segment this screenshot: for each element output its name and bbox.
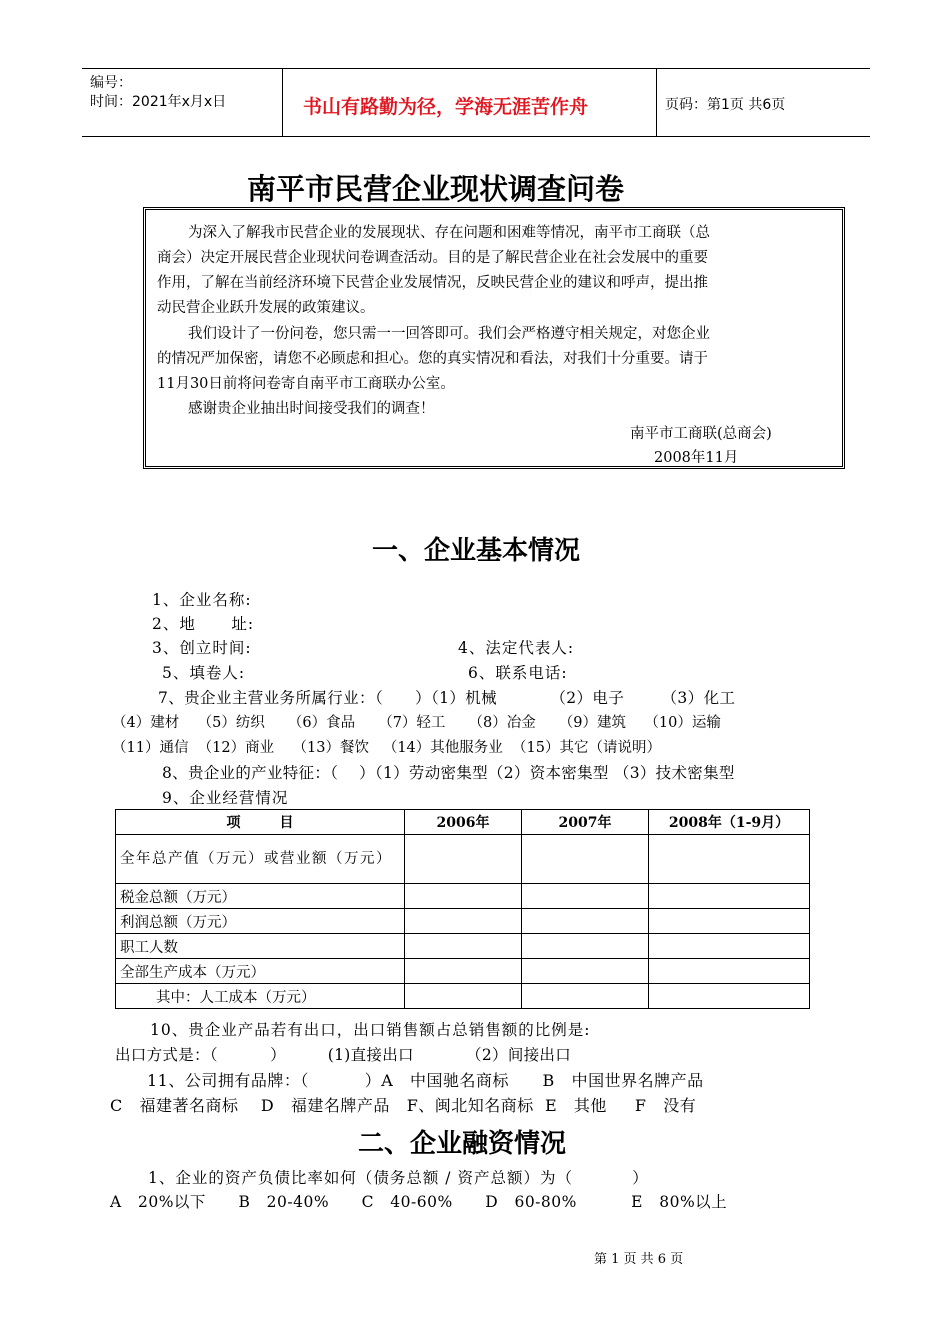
table-cell[interactable]: [649, 909, 810, 934]
header-divider-right: [656, 68, 657, 136]
table-cell[interactable]: [649, 934, 810, 959]
table-cell[interactable]: [522, 884, 649, 909]
header-motto: 书山有路勤为径，学海无涯苦作舟: [303, 96, 589, 118]
table-row: [116, 909, 810, 934]
s2-q1-debt-ratio: 1、企业的资产负债比率如何（债务总额 / 资产总额）为（ ）: [148, 1169, 649, 1187]
q7-industry-line1: 7、贵企业主营业务所属行业：（ ）（1）机械 （2）电子 （3）化工: [158, 689, 736, 707]
operations-table: [115, 809, 810, 1009]
q1-company-name: 1、企业名称:: [152, 591, 252, 609]
table-header-2007: 2007年: [522, 810, 649, 835]
q3-founded: 3、创立时间:: [152, 639, 252, 657]
table-cell[interactable]: [522, 835, 649, 884]
table-row-label: 税金总额（万元）: [116, 884, 405, 909]
table-row: [116, 984, 810, 1009]
q4-legal-rep: 4、法定代表人:: [458, 639, 575, 657]
q11-brand-line1: 11、公司拥有品牌：（ ）A 中国驰名商标 B 中国世界名牌产品: [147, 1071, 704, 1090]
table-cell[interactable]: [405, 984, 522, 1009]
header-top-rule: [82, 68, 870, 69]
q6-phone: 6、联系电话:: [468, 664, 568, 682]
header-number-label: 编号：: [90, 75, 132, 91]
intro-p2: 我们设计了一份问卷，您只需一一回答即可。我们会严格遵守相关规定，对您企业: [188, 326, 710, 342]
table-cell[interactable]: [405, 884, 522, 909]
table-row: [116, 959, 810, 984]
s2-q1-options: A 20%以下 B 20-40% C 40-60% D 60-80% E 80%以上: [110, 1193, 728, 1211]
table-cell[interactable]: [649, 835, 810, 884]
intro-p1b: 商会）决定开展民营企业现状问卷调查活动。目的是了解民营企业在社会发展中的重要: [157, 250, 708, 266]
table-header-2006: 2006年: [405, 810, 522, 835]
intro-p2b: 的情况严加保密，请您不必顾虑和担心。您的真实情况和看法，对我们十分重要。请于: [157, 351, 708, 367]
table-cell[interactable]: [649, 884, 810, 909]
intro-p1d: 动民营企业跃升发展的政策建议。: [157, 300, 375, 316]
table-row: [116, 884, 810, 909]
header-bottom-rule: [82, 136, 870, 137]
page-footer: 第 1 页 共 6 页: [594, 1252, 684, 1267]
q10-export-mode: 出口方式是：（ ） (1)直接出口 （2）间接出口: [115, 1046, 572, 1064]
table-cell[interactable]: [522, 909, 649, 934]
intro-p3: 感谢贵企业抽出时间接受我们的调查！: [188, 401, 435, 417]
table-header-row: [116, 810, 810, 835]
intro-p1c: 作用，了解在当前经济环境下民营企业发展情况，反映民营企业的建议和呼声，提出推: [157, 275, 708, 291]
table-cell[interactable]: [405, 959, 522, 984]
q7-industry-line3: （11）通信 （12）商业 （13）餐饮 （14）其他服务业 （15）其它（请说明）: [112, 740, 661, 756]
table-cell[interactable]: [522, 984, 649, 1009]
table-row-label: 职工人数: [116, 934, 405, 959]
table-cell[interactable]: [649, 984, 810, 1009]
header-time-label: 时间：2021年x月x日: [90, 94, 227, 110]
table-cell[interactable]: [405, 835, 522, 884]
q9-operations: 9、企业经营情况: [162, 789, 289, 807]
q5-filler: 5、填卷人:: [162, 664, 246, 682]
intro-p2c: 11月30日前将问卷寄自南平市工商联办公室。: [157, 376, 455, 392]
table-cell[interactable]: [522, 934, 649, 959]
table-cell[interactable]: [522, 959, 649, 984]
section2-heading: 二、企业融资情况: [358, 1129, 567, 1159]
table-cell[interactable]: [649, 959, 810, 984]
table-cell[interactable]: [405, 909, 522, 934]
table-row-label: 全部生产成本（万元）: [116, 959, 405, 984]
section1-heading: 一、企业基本情况: [372, 536, 581, 566]
header-divider-left: [282, 68, 283, 136]
intro-p1: 为深入了解我市民营企业的发展现状、存在问题和困难等情况，南平市工商联（总: [188, 225, 710, 241]
intro-signature-org: 南平市工商联(总商会): [630, 426, 772, 442]
q7-industry-line2: （4）建材 （5）纺织 （6）食品 （7）轻工 （8）冶金 （9）建筑 （10）运输: [112, 715, 721, 731]
q8-industry-feature: 8、贵企业的产业特征：（ ）（1）劳动密集型（2）资本密集型 （3）技术密集型: [162, 764, 735, 782]
table-cell[interactable]: [405, 934, 522, 959]
q10-export-ratio: 10、贵企业产品若有出口，出口销售额占总销售额的比例是:: [150, 1021, 591, 1039]
table-row-label: 其中：人工成本（万元）: [116, 984, 405, 1009]
intro-signature-date: 2008年11月: [654, 450, 739, 466]
table-row: [116, 934, 810, 959]
table-header-2008: 2008年（1-9月）: [649, 810, 810, 835]
q2-address: 2、地 址:: [152, 615, 255, 633]
page-title: 南平市民营企业现状调查问卷: [247, 172, 625, 206]
table-header-item: 项 目: [116, 810, 405, 835]
table-row-label: 全年总产值（万元）或营业额（万元）: [116, 835, 405, 884]
q11-brand-line2: C 福建著名商标 D 福建名牌产品 F、闽北知名商标 E 其他 F 没有: [110, 1096, 697, 1115]
table-row-label: 利润总额（万元）: [116, 909, 405, 934]
header-page-info: 页码：第1页 共6页: [665, 97, 786, 113]
table-row: [116, 835, 810, 884]
